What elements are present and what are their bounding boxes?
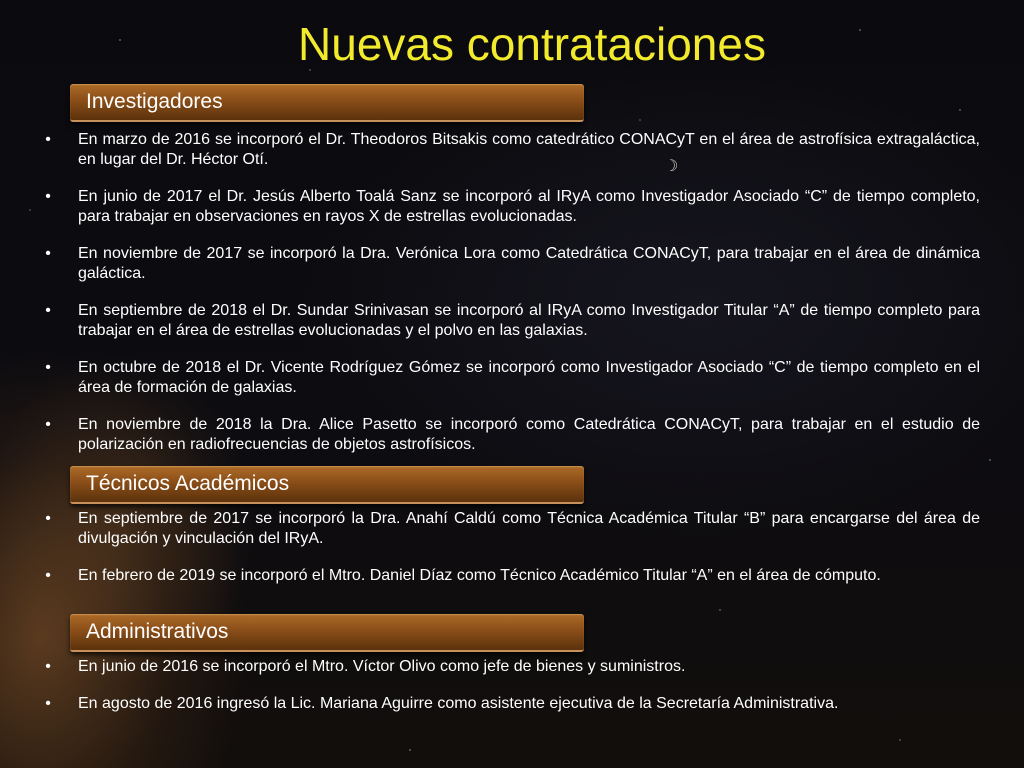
section-header-investigadores — [70, 84, 584, 122]
bullet: • — [45, 359, 51, 376]
bullet: • — [45, 658, 51, 675]
bullet: • — [45, 567, 51, 584]
list-item-text: En junio de 2017 el Dr. Jesús Alberto Toalá Sanz se incorporó al IRyA como Investigador Asociado “C” de tiempo completo, para trabajar en observaciones en rayos X de estrellas evolucionadas. — [78, 188, 980, 225]
tecnicos-academicos-list — [42, 509, 980, 586]
list-item — [42, 566, 980, 586]
bullet: • — [45, 302, 51, 319]
bullet: • — [45, 245, 51, 262]
list-item — [42, 130, 980, 170]
list-item — [42, 657, 980, 677]
slide-title: Nuevas contrataciones — [298, 18, 766, 70]
list-item — [42, 244, 980, 284]
bullet: • — [45, 695, 51, 712]
bullet: • — [45, 416, 51, 433]
list-item-text: En noviembre de 2017 se incorporó la Dra. Verónica Lora como Catedrática CONACyT, para trabajar en el área de dinámica galáctica. — [78, 245, 980, 282]
section-heading: Investigadores — [86, 90, 223, 113]
list-item — [42, 509, 980, 549]
list-item-text: En septiembre de 2017 se incorporó la Dra. Anahí Caldú como Técnica Académica Titular “B” para encargarse del área de divulgación y vinculación del IRyA. — [78, 510, 980, 547]
section-heading: Administrativos — [86, 620, 229, 643]
list-item-text: En noviembre de 2018 la Dra. Alice Pasetto se incorporó como Catedrática CONACyT, para trabajar en el estudio de polarización en radiofrecuencias de objetos astrofísicos. — [78, 416, 980, 453]
list-item — [42, 187, 980, 227]
list-item-text: En agosto de 2016 ingresó la Lic. Mariana Aguirre como asistente ejecutiva de la Secretaría Administrativa. — [78, 695, 839, 712]
section-header-administrativos — [70, 614, 584, 652]
bullet: • — [45, 188, 51, 205]
list-item — [42, 694, 980, 714]
list-item-text: En marzo de 2016 se incorporó el Dr. Theodoros Bitsakis como catedrático CONACyT en el área de astrofísica extragaláctica, en lugar del Dr. Héctor Otí. — [78, 131, 980, 168]
investigadores-list — [42, 130, 980, 455]
administrativos-list — [42, 657, 980, 714]
section-header-tecnicos-academicos — [70, 466, 584, 504]
bullet: • — [45, 131, 51, 148]
section-heading: Técnicos Académicos — [86, 472, 290, 495]
bullet: • — [45, 510, 51, 527]
list-item — [42, 415, 980, 455]
crescent-moon-icon: ☽ — [664, 156, 679, 175]
list-item-text: En octubre de 2018 el Dr. Vicente Rodríguez Gómez se incorporó como Investigador Asociado “C” de tiempo completo en el área de formación de galaxias. — [78, 359, 980, 396]
list-item-text: En junio de 2016 se incorporó el Mtro. Víctor Olivo como jefe de bienes y suministros. — [78, 658, 686, 675]
list-item-text: En febrero de 2019 se incorporó el Mtro. Daniel Díaz como Técnico Académico Titular “A” en el área de cómputo. — [78, 567, 881, 584]
list-item-text: En septiembre de 2018 el Dr. Sundar Srinivasan se incorporó al IRyA como Investigador Titular “A” de tiempo completo para trabajar en el área de estrellas evolucionadas y el polvo en las galaxias. — [78, 302, 980, 339]
list-item — [42, 358, 980, 398]
list-item — [42, 301, 980, 341]
